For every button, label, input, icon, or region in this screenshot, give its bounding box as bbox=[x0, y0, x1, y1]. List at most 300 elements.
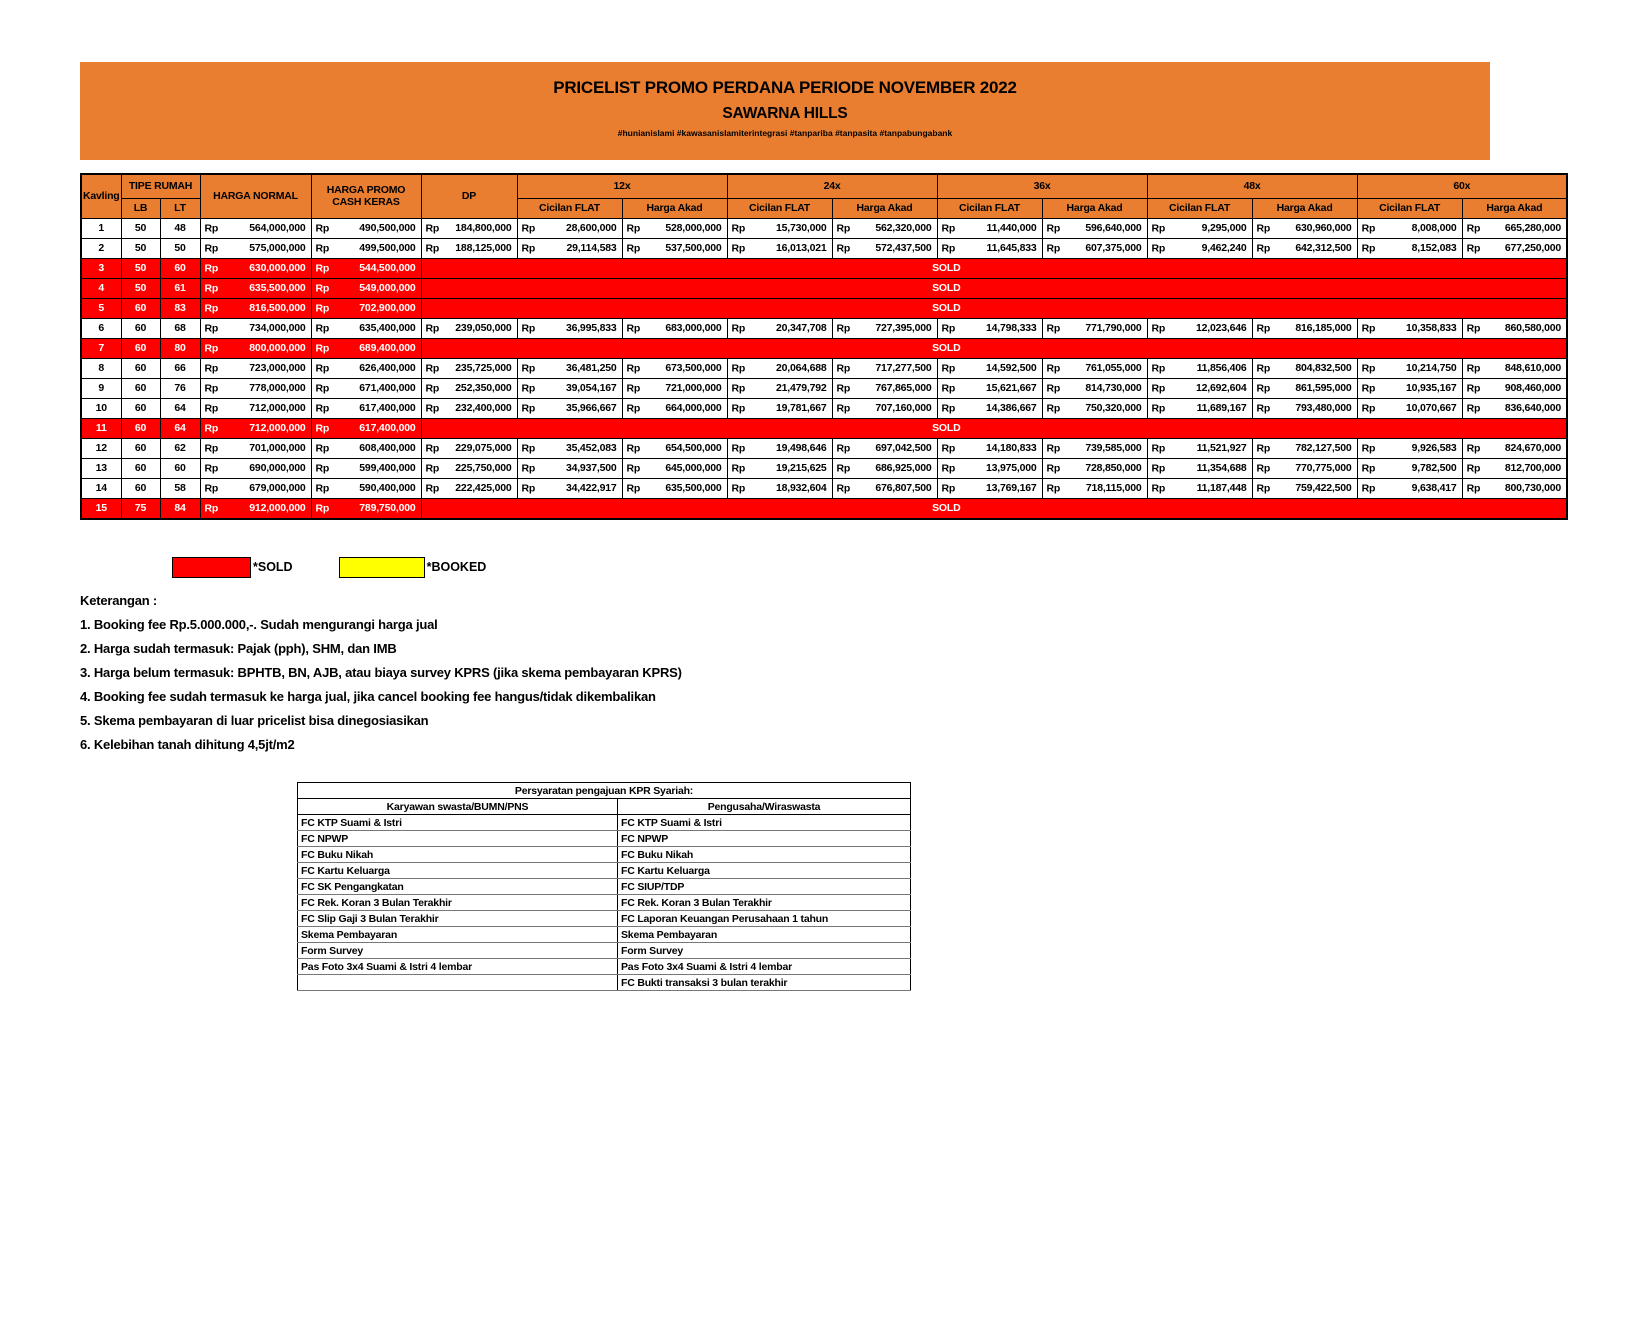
cell-cicilan-48x bbox=[1147, 319, 1252, 339]
kpr-requirement-cell: FC Slip Gaji 3 Bulan Terakhir bbox=[298, 911, 618, 927]
amount-value: 10,358,833 bbox=[1406, 321, 1457, 334]
col-header-lt: LT bbox=[160, 199, 200, 219]
currency-label: Rp bbox=[1361, 461, 1376, 474]
cell-lt: 80 bbox=[160, 339, 200, 359]
cell-kavling: 12 bbox=[81, 439, 121, 459]
cell-harga-normal bbox=[200, 379, 311, 399]
col-header-lb: LB bbox=[121, 199, 160, 219]
kpr-row bbox=[298, 831, 911, 847]
amount-value: 664,000,000 bbox=[665, 401, 722, 414]
amount-value: 28,600,000 bbox=[565, 221, 617, 234]
amount-value: 635,500,000 bbox=[249, 281, 306, 294]
currency-label: Rp bbox=[1361, 481, 1376, 494]
col-header-tipe-rumah: TIPE RUMAH bbox=[121, 174, 200, 199]
kpr-requirement-cell: Skema Pembayaran bbox=[298, 927, 618, 943]
amount-value: 562,320,000 bbox=[875, 221, 932, 234]
cell-cicilan-12x bbox=[517, 479, 622, 499]
currency-label: Rp bbox=[626, 221, 641, 234]
currency-label: Rp bbox=[315, 261, 330, 274]
kpr-col-header-karyawan: Karyawan swasta/BUMN/PNS bbox=[298, 799, 618, 815]
cell-harga-normal bbox=[200, 339, 311, 359]
col-header-cicilan-12x: Cicilan FLAT bbox=[517, 199, 622, 219]
cell-kavling: 1 bbox=[81, 219, 121, 239]
sold-swatch bbox=[172, 557, 251, 578]
currency-label: Rp bbox=[731, 401, 746, 414]
col-header-akad-24x: Harga Akad bbox=[832, 199, 937, 219]
col-header-cicilan-60x: Cicilan FLAT bbox=[1357, 199, 1462, 219]
amount-value: 712,000,000 bbox=[249, 421, 306, 434]
currency-label: Rp bbox=[731, 221, 746, 234]
cell-dp bbox=[421, 359, 517, 379]
cell-akad-48x bbox=[1252, 379, 1357, 399]
amount-value: 702,900,000 bbox=[359, 301, 416, 314]
cell-akad-24x bbox=[832, 239, 937, 259]
amount-value: 617,400,000 bbox=[359, 421, 416, 434]
currency-label: Rp bbox=[1466, 241, 1481, 254]
currency-label: Rp bbox=[626, 381, 641, 394]
kpr-requirement-cell: FC Rek. Koran 3 Bulan Terakhir bbox=[298, 895, 618, 911]
cell-harga-promo bbox=[311, 379, 421, 399]
cell-sold-status: SOLD bbox=[421, 259, 1567, 279]
kpr-requirement-cell: FC Rek. Koran 3 Bulan Terakhir bbox=[618, 895, 911, 911]
currency-label: Rp bbox=[425, 461, 440, 474]
cell-cicilan-24x bbox=[727, 459, 832, 479]
cell-cicilan-24x bbox=[727, 479, 832, 499]
currency-label: Rp bbox=[204, 421, 219, 434]
cell-akad-48x bbox=[1252, 479, 1357, 499]
cell-harga-normal bbox=[200, 399, 311, 419]
currency-label: Rp bbox=[1151, 321, 1166, 334]
cell-akad-60x bbox=[1462, 319, 1567, 339]
cell-lb: 60 bbox=[121, 319, 160, 339]
cell-harga-normal bbox=[200, 419, 311, 439]
col-header-harga-promo: HARGA PROMO CASH KERAS bbox=[311, 174, 421, 219]
amount-value: 635,500,000 bbox=[665, 481, 722, 494]
cell-akad-60x bbox=[1462, 399, 1567, 419]
amount-value: 596,640,000 bbox=[1085, 221, 1142, 234]
amount-value: 683,000,000 bbox=[665, 321, 722, 334]
amount-value: 232,400,000 bbox=[455, 401, 512, 414]
cell-kavling: 3 bbox=[81, 259, 121, 279]
cell-kavling: 9 bbox=[81, 379, 121, 399]
amount-value: 225,750,000 bbox=[455, 461, 512, 474]
cell-kavling: 11 bbox=[81, 419, 121, 439]
cell-akad-36x bbox=[1042, 239, 1147, 259]
amount-value: 8,008,000 bbox=[1411, 221, 1457, 234]
kpr-requirement-cell: FC NPWP bbox=[618, 831, 911, 847]
currency-label: Rp bbox=[315, 241, 330, 254]
cell-akad-24x bbox=[832, 399, 937, 419]
currency-label: Rp bbox=[731, 381, 746, 394]
cell-lb: 50 bbox=[121, 219, 160, 239]
amount-value: 728,850,000 bbox=[1085, 461, 1142, 474]
cell-sold-status: SOLD bbox=[421, 299, 1567, 319]
amount-value: 800,730,000 bbox=[1504, 481, 1562, 494]
cell-lb: 60 bbox=[121, 419, 160, 439]
amount-value: 499,500,000 bbox=[359, 241, 416, 254]
currency-label: Rp bbox=[204, 341, 219, 354]
currency-label: Rp bbox=[204, 281, 219, 294]
cell-cicilan-36x bbox=[937, 439, 1042, 459]
col-header-cicilan-48x: Cicilan FLAT bbox=[1147, 199, 1252, 219]
currency-label: Rp bbox=[731, 481, 746, 494]
currency-label: Rp bbox=[1151, 241, 1166, 254]
kpr-requirement-cell: Pas Foto 3x4 Suami & Istri 4 lembar bbox=[618, 959, 911, 975]
cell-cicilan-36x bbox=[937, 239, 1042, 259]
cell-harga-normal bbox=[200, 459, 311, 479]
cell-akad-48x bbox=[1252, 219, 1357, 239]
cell-dp bbox=[421, 399, 517, 419]
cell-sold-status: SOLD bbox=[421, 499, 1567, 520]
cell-harga-normal bbox=[200, 299, 311, 319]
amount-value: 690,000,000 bbox=[249, 461, 306, 474]
cell-cicilan-60x bbox=[1357, 239, 1462, 259]
cell-harga-promo bbox=[311, 359, 421, 379]
amount-value: 734,000,000 bbox=[249, 321, 306, 334]
amount-value: 793,480,000 bbox=[1295, 401, 1352, 414]
currency-label: Rp bbox=[315, 341, 330, 354]
currency-label: Rp bbox=[1466, 441, 1481, 454]
currency-label: Rp bbox=[521, 241, 536, 254]
amount-value: 34,422,917 bbox=[565, 481, 617, 494]
currency-label: Rp bbox=[1256, 481, 1271, 494]
currency-label: Rp bbox=[626, 241, 641, 254]
cell-dp bbox=[421, 239, 517, 259]
cell-akad-60x bbox=[1462, 459, 1567, 479]
currency-label: Rp bbox=[836, 361, 851, 374]
cell-akad-36x bbox=[1042, 379, 1147, 399]
currency-label: Rp bbox=[315, 301, 330, 314]
cell-kavling: 4 bbox=[81, 279, 121, 299]
currency-label: Rp bbox=[1466, 461, 1481, 474]
currency-label: Rp bbox=[1256, 221, 1271, 234]
cell-lt: 50 bbox=[160, 239, 200, 259]
amount-value: 718,115,000 bbox=[1085, 481, 1142, 494]
cell-cicilan-48x bbox=[1147, 359, 1252, 379]
amount-value: 19,781,667 bbox=[775, 401, 827, 414]
cell-cicilan-12x bbox=[517, 399, 622, 419]
currency-label: Rp bbox=[626, 401, 641, 414]
cell-harga-normal bbox=[200, 279, 311, 299]
kpr-requirement-cell: Pas Foto 3x4 Suami & Istri 4 lembar bbox=[298, 959, 618, 975]
currency-label: Rp bbox=[425, 221, 440, 234]
amount-value: 814,730,000 bbox=[1085, 381, 1142, 394]
cell-kavling: 5 bbox=[81, 299, 121, 319]
amount-value: 717,277,500 bbox=[875, 361, 932, 374]
currency-label: Rp bbox=[204, 501, 219, 514]
cell-dp bbox=[421, 459, 517, 479]
cell-akad-60x bbox=[1462, 239, 1567, 259]
pricelist-row-12 bbox=[81, 439, 1567, 459]
currency-label: Rp bbox=[836, 381, 851, 394]
cell-cicilan-48x bbox=[1147, 459, 1252, 479]
currency-label: Rp bbox=[1256, 241, 1271, 254]
amount-value: 723,000,000 bbox=[249, 361, 306, 374]
amount-value: 812,700,000 bbox=[1504, 461, 1562, 474]
currency-label: Rp bbox=[1361, 321, 1376, 334]
booked-swatch bbox=[339, 557, 425, 578]
cell-akad-24x bbox=[832, 379, 937, 399]
currency-label: Rp bbox=[1151, 461, 1166, 474]
amount-value: 800,000,000 bbox=[249, 341, 306, 354]
cell-cicilan-24x bbox=[727, 319, 832, 339]
cell-cicilan-12x bbox=[517, 239, 622, 259]
amount-value: 645,000,000 bbox=[665, 461, 722, 474]
amount-value: 528,000,000 bbox=[665, 221, 722, 234]
cell-lb: 60 bbox=[121, 379, 160, 399]
currency-label: Rp bbox=[425, 401, 440, 414]
amount-value: 739,585,000 bbox=[1085, 441, 1142, 454]
amount-value: 721,000,000 bbox=[665, 381, 722, 394]
currency-label: Rp bbox=[1151, 361, 1166, 374]
cell-cicilan-48x bbox=[1147, 239, 1252, 259]
col-header-dp: DP bbox=[421, 174, 517, 219]
amount-value: 229,075,000 bbox=[455, 441, 512, 454]
currency-label: Rp bbox=[626, 441, 641, 454]
currency-label: Rp bbox=[204, 361, 219, 374]
note-item-2: 2. Harga sudah termasuk: Pajak (pph), SHM, dan IMB bbox=[80, 641, 397, 656]
currency-label: Rp bbox=[204, 441, 219, 454]
cell-akad-60x bbox=[1462, 379, 1567, 399]
cell-akad-36x bbox=[1042, 439, 1147, 459]
amount-value: 12,692,604 bbox=[1195, 381, 1247, 394]
cell-akad-24x bbox=[832, 479, 937, 499]
kpr-row bbox=[298, 847, 911, 863]
amount-value: 36,995,833 bbox=[565, 321, 617, 334]
cell-harga-normal bbox=[200, 499, 311, 520]
cell-kavling: 13 bbox=[81, 459, 121, 479]
cell-kavling: 10 bbox=[81, 399, 121, 419]
cell-cicilan-12x bbox=[517, 359, 622, 379]
kpr-requirement-cell: FC Kartu Keluarga bbox=[618, 863, 911, 879]
col-header-akad-48x: Harga Akad bbox=[1252, 199, 1357, 219]
pricelist-row-6 bbox=[81, 319, 1567, 339]
amount-value: 13,769,167 bbox=[985, 481, 1037, 494]
cell-harga-normal bbox=[200, 479, 311, 499]
cell-dp bbox=[421, 479, 517, 499]
amount-value: 607,375,000 bbox=[1085, 241, 1142, 254]
amount-value: 29,114,583 bbox=[566, 241, 617, 254]
currency-label: Rp bbox=[1361, 381, 1376, 394]
currency-label: Rp bbox=[315, 221, 330, 234]
cell-cicilan-48x bbox=[1147, 219, 1252, 239]
amount-value: 10,070,667 bbox=[1406, 401, 1457, 414]
amount-value: 816,185,000 bbox=[1295, 321, 1352, 334]
sold-legend-label: *SOLD bbox=[253, 560, 293, 574]
amount-value: 686,925,000 bbox=[875, 461, 932, 474]
cell-cicilan-48x bbox=[1147, 479, 1252, 499]
cell-akad-12x bbox=[622, 219, 727, 239]
amount-value: 689,400,000 bbox=[359, 341, 416, 354]
cell-harga-normal bbox=[200, 239, 311, 259]
cell-cicilan-48x bbox=[1147, 399, 1252, 419]
cell-akad-48x bbox=[1252, 399, 1357, 419]
cell-harga-promo bbox=[311, 399, 421, 419]
amount-value: 861,595,000 bbox=[1295, 381, 1352, 394]
cell-sold-status: SOLD bbox=[421, 339, 1567, 359]
currency-label: Rp bbox=[204, 381, 219, 394]
amount-value: 635,400,000 bbox=[359, 321, 416, 334]
currency-label: Rp bbox=[1256, 381, 1271, 394]
amount-value: 679,000,000 bbox=[249, 481, 306, 494]
cell-cicilan-36x bbox=[937, 379, 1042, 399]
cell-akad-36x bbox=[1042, 319, 1147, 339]
cell-cicilan-12x bbox=[517, 459, 622, 479]
col-header-akad-60x: Harga Akad bbox=[1462, 199, 1567, 219]
amount-value: 490,500,000 bbox=[359, 221, 416, 234]
pricelist-row-3 bbox=[81, 259, 1567, 279]
amount-value: 252,350,000 bbox=[455, 381, 512, 394]
amount-value: 20,064,688 bbox=[775, 361, 827, 374]
cell-cicilan-60x bbox=[1357, 459, 1462, 479]
amount-value: 36,481,250 bbox=[565, 361, 617, 374]
cell-kavling: 7 bbox=[81, 339, 121, 359]
amount-value: 188,125,000 bbox=[455, 241, 512, 254]
cell-dp bbox=[421, 439, 517, 459]
cell-harga-promo bbox=[311, 339, 421, 359]
currency-label: Rp bbox=[315, 321, 330, 334]
cell-akad-36x bbox=[1042, 459, 1147, 479]
cell-harga-promo bbox=[311, 279, 421, 299]
currency-label: Rp bbox=[315, 401, 330, 414]
note-item-4: 4. Booking fee sudah termasuk ke harga jual, jika cancel booking fee hangus/tidak dikembalikan bbox=[80, 689, 656, 704]
cell-cicilan-60x bbox=[1357, 439, 1462, 459]
page-title: PRICELIST PROMO PERDANA PERIODE NOVEMBER 2022 bbox=[553, 78, 1017, 97]
currency-label: Rp bbox=[1046, 321, 1061, 334]
currency-label: Rp bbox=[626, 481, 641, 494]
cell-cicilan-36x bbox=[937, 459, 1042, 479]
pricelist-row-10 bbox=[81, 399, 1567, 419]
note-item-6: 6. Kelebihan tanah dihitung 4,5jt/m2 bbox=[80, 737, 295, 752]
currency-label: Rp bbox=[1466, 381, 1481, 394]
pricelist-row-11 bbox=[81, 419, 1567, 439]
cell-lb: 60 bbox=[121, 399, 160, 419]
project-name: SAWARNA HILLS bbox=[722, 105, 848, 122]
amount-value: 18,932,604 bbox=[775, 481, 827, 494]
currency-label: Rp bbox=[731, 321, 746, 334]
booked-legend-label: *BOOKED bbox=[426, 560, 487, 574]
cell-harga-normal bbox=[200, 319, 311, 339]
currency-label: Rp bbox=[315, 381, 330, 394]
amount-value: 767,865,000 bbox=[875, 381, 932, 394]
amount-value: 14,180,833 bbox=[985, 441, 1037, 454]
currency-label: Rp bbox=[626, 361, 641, 374]
cell-cicilan-36x bbox=[937, 359, 1042, 379]
kpr-row bbox=[298, 895, 911, 911]
status-legend bbox=[172, 556, 1650, 578]
currency-label: Rp bbox=[425, 441, 440, 454]
currency-label: Rp bbox=[204, 401, 219, 414]
currency-label: Rp bbox=[836, 401, 851, 414]
col-header-akad-36x: Harga Akad bbox=[1042, 199, 1147, 219]
cell-cicilan-60x bbox=[1357, 479, 1462, 499]
kpr-table-title: Persyaratan pengajuan KPR Syariah: bbox=[298, 783, 911, 799]
amount-value: 824,670,000 bbox=[1504, 441, 1562, 454]
cell-akad-24x bbox=[832, 219, 937, 239]
amount-value: 544,500,000 bbox=[359, 261, 416, 274]
kpr-requirement-cell bbox=[298, 975, 618, 991]
amount-value: 712,000,000 bbox=[249, 401, 306, 414]
amount-value: 707,160,000 bbox=[875, 401, 932, 414]
cell-kavling: 8 bbox=[81, 359, 121, 379]
currency-label: Rp bbox=[836, 461, 851, 474]
kpr-row bbox=[298, 975, 911, 991]
cell-akad-12x bbox=[622, 379, 727, 399]
col-header-tenor-48x: 48x bbox=[1147, 174, 1357, 199]
promo-banner bbox=[80, 62, 1490, 160]
cell-akad-12x bbox=[622, 439, 727, 459]
amount-value: 9,462,240 bbox=[1201, 241, 1247, 254]
cell-akad-12x bbox=[622, 239, 727, 259]
pricelist-row-13 bbox=[81, 459, 1567, 479]
cell-kavling: 2 bbox=[81, 239, 121, 259]
amount-value: 537,500,000 bbox=[665, 241, 722, 254]
cell-harga-normal bbox=[200, 259, 311, 279]
pricelist-row-7 bbox=[81, 339, 1567, 359]
amount-value: 13,975,000 bbox=[985, 461, 1037, 474]
kpr-requirement-cell: Form Survey bbox=[618, 943, 911, 959]
kpr-requirements-table bbox=[297, 782, 911, 991]
amount-value: 676,807,500 bbox=[875, 481, 932, 494]
cell-cicilan-60x bbox=[1357, 359, 1462, 379]
amount-value: 771,790,000 bbox=[1085, 321, 1142, 334]
col-header-cicilan-36x: Cicilan FLAT bbox=[937, 199, 1042, 219]
kpr-title-row bbox=[298, 783, 911, 799]
pricelist-row-8 bbox=[81, 359, 1567, 379]
cell-dp bbox=[421, 219, 517, 239]
amount-value: 626,400,000 bbox=[359, 361, 416, 374]
amount-value: 778,000,000 bbox=[249, 381, 306, 394]
cell-harga-promo bbox=[311, 439, 421, 459]
currency-label: Rp bbox=[315, 461, 330, 474]
kpr-row bbox=[298, 959, 911, 975]
currency-label: Rp bbox=[521, 381, 536, 394]
cell-harga-promo bbox=[311, 299, 421, 319]
currency-label: Rp bbox=[1361, 221, 1376, 234]
currency-label: Rp bbox=[1046, 221, 1061, 234]
kpr-row bbox=[298, 927, 911, 943]
cell-akad-36x bbox=[1042, 359, 1147, 379]
amount-value: 34,937,500 bbox=[565, 461, 617, 474]
currency-label: Rp bbox=[836, 241, 851, 254]
amount-value: 11,187,448 bbox=[1196, 481, 1247, 494]
cell-lt: 60 bbox=[160, 259, 200, 279]
col-header-tenor-12x: 12x bbox=[517, 174, 727, 199]
cell-lt: 64 bbox=[160, 419, 200, 439]
currency-label: Rp bbox=[425, 321, 440, 334]
cell-cicilan-60x bbox=[1357, 399, 1462, 419]
currency-label: Rp bbox=[204, 321, 219, 334]
col-header-tenor-24x: 24x bbox=[727, 174, 937, 199]
currency-label: Rp bbox=[941, 481, 956, 494]
currency-label: Rp bbox=[1046, 381, 1061, 394]
pricelist-row-4 bbox=[81, 279, 1567, 299]
currency-label: Rp bbox=[626, 461, 641, 474]
amount-value: 564,000,000 bbox=[249, 221, 306, 234]
cell-lb: 50 bbox=[121, 279, 160, 299]
kpr-requirement-cell: FC Buku Nikah bbox=[298, 847, 618, 863]
amount-value: 11,440,000 bbox=[986, 221, 1037, 234]
kpr-requirement-cell: Skema Pembayaran bbox=[618, 927, 911, 943]
amount-value: 549,000,000 bbox=[359, 281, 416, 294]
amount-value: 11,856,406 bbox=[1196, 361, 1247, 374]
currency-label: Rp bbox=[941, 401, 956, 414]
amount-value: 761,055,000 bbox=[1085, 361, 1142, 374]
currency-label: Rp bbox=[1151, 381, 1166, 394]
cell-akad-12x bbox=[622, 359, 727, 379]
amount-value: 20,347,708 bbox=[775, 321, 827, 334]
cell-akad-12x bbox=[622, 399, 727, 419]
